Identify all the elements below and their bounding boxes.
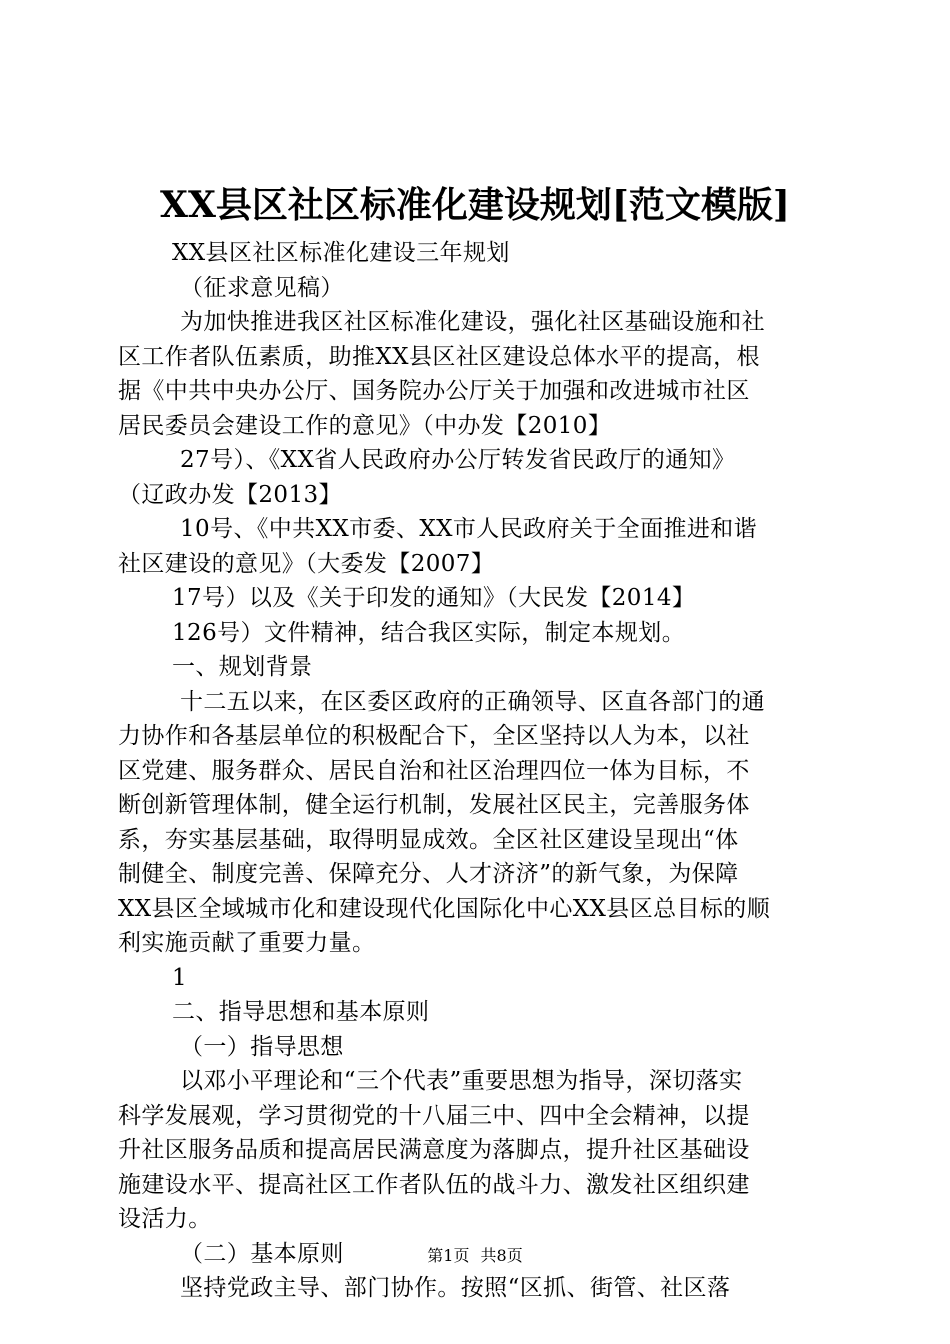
- body-line: 断创新管理体制，健全运行机制，发展社区民主，完善服务体: [118, 792, 750, 818]
- body-line: 居民委员会建设工作的意见》（中办发【2010】: [118, 412, 612, 439]
- body-line: 27号）、《XX省人民政府办公厅转发省民政厅的通知》: [180, 447, 736, 473]
- body-line: 区党建、服务群众、居民自治和社区治理四位一体为目标，不: [118, 757, 750, 784]
- body-line: 为加快推进我区社区标准化建设，强化社区基础设施和社: [180, 309, 765, 335]
- page-footer: [0, 1245, 950, 1267]
- body-line: 科学发展观，学习贯彻党的十八届三中、四中全会精神，以提: [118, 1102, 750, 1129]
- body-line: 据《中共中央办公厅、国务院办公厅关于加强和改进城市社区: [118, 378, 750, 404]
- body-line: （辽政办发【2013】: [118, 481, 342, 508]
- body-line: 坚持党政主导、部门协作。按照“区抓、街管、社区落: [180, 1275, 731, 1301]
- body-line: 利实施贡献了重要力量。: [118, 930, 376, 956]
- body-line: （征求意见稿）: [180, 274, 344, 301]
- page-total: 共8页: [480, 1246, 523, 1265]
- page-number: 第1页: [427, 1246, 470, 1265]
- body-line: 10号、《中共XX市委、XX市人民政府关于全面推进和谐: [180, 516, 758, 542]
- body-line: （二）基本原则: [180, 1240, 344, 1267]
- body-line: 升社区服务品质和提高居民满意度为落脚点，提升社区基础设: [118, 1137, 750, 1163]
- body-line: 制健全、制度完善、保障充分、人才济济”的新气象，为保障: [118, 861, 739, 887]
- body-line: 区工作者队伍素质，助推XX县区社区建设总体水平的提高，根: [118, 343, 760, 370]
- body-line: 社区建设的意见》（大委发【2007】: [118, 550, 495, 577]
- body-line: 力协作和各基层单位的积极配合下，全区坚持以人为本，以社: [118, 723, 750, 749]
- body-line: 以邓小平理论和“三个代表”重要思想为指导，深切落实: [180, 1068, 743, 1094]
- body-line: 系，夯实基层基础，取得明显成效。全区社区建设呈现出“体: [118, 826, 739, 853]
- body-line: 施建设水平、提高社区工作者队伍的战斗力、激发社区组织建: [118, 1171, 750, 1198]
- body-line: 126号）文件精神，结合我区实际，制定本规划。: [172, 619, 686, 646]
- document-body: [118, 236, 834, 1306]
- body-line: 设活力。: [118, 1206, 212, 1232]
- body-line: XX县区社区标准化建设三年规划: [172, 240, 510, 266]
- body-line: 十二五以来，在区委区政府的正确领导、区直各部门的通: [180, 688, 765, 715]
- body-line: （一）指导思想: [180, 1033, 344, 1060]
- document-title: XX县区社区标准化建设规划[范文模版]: [160, 184, 790, 226]
- body-line: XX县区全域城市化和建设现代化国际化中心XX县区总目标的顺: [118, 895, 771, 922]
- body-line: 1: [172, 964, 188, 991]
- body-line: 17号）以及《关于印发的通知》（大民发【2014】: [172, 585, 696, 611]
- body-line: 一、规划背景: [172, 654, 313, 680]
- body-line: 二、指导思想和基本原则: [172, 999, 430, 1025]
